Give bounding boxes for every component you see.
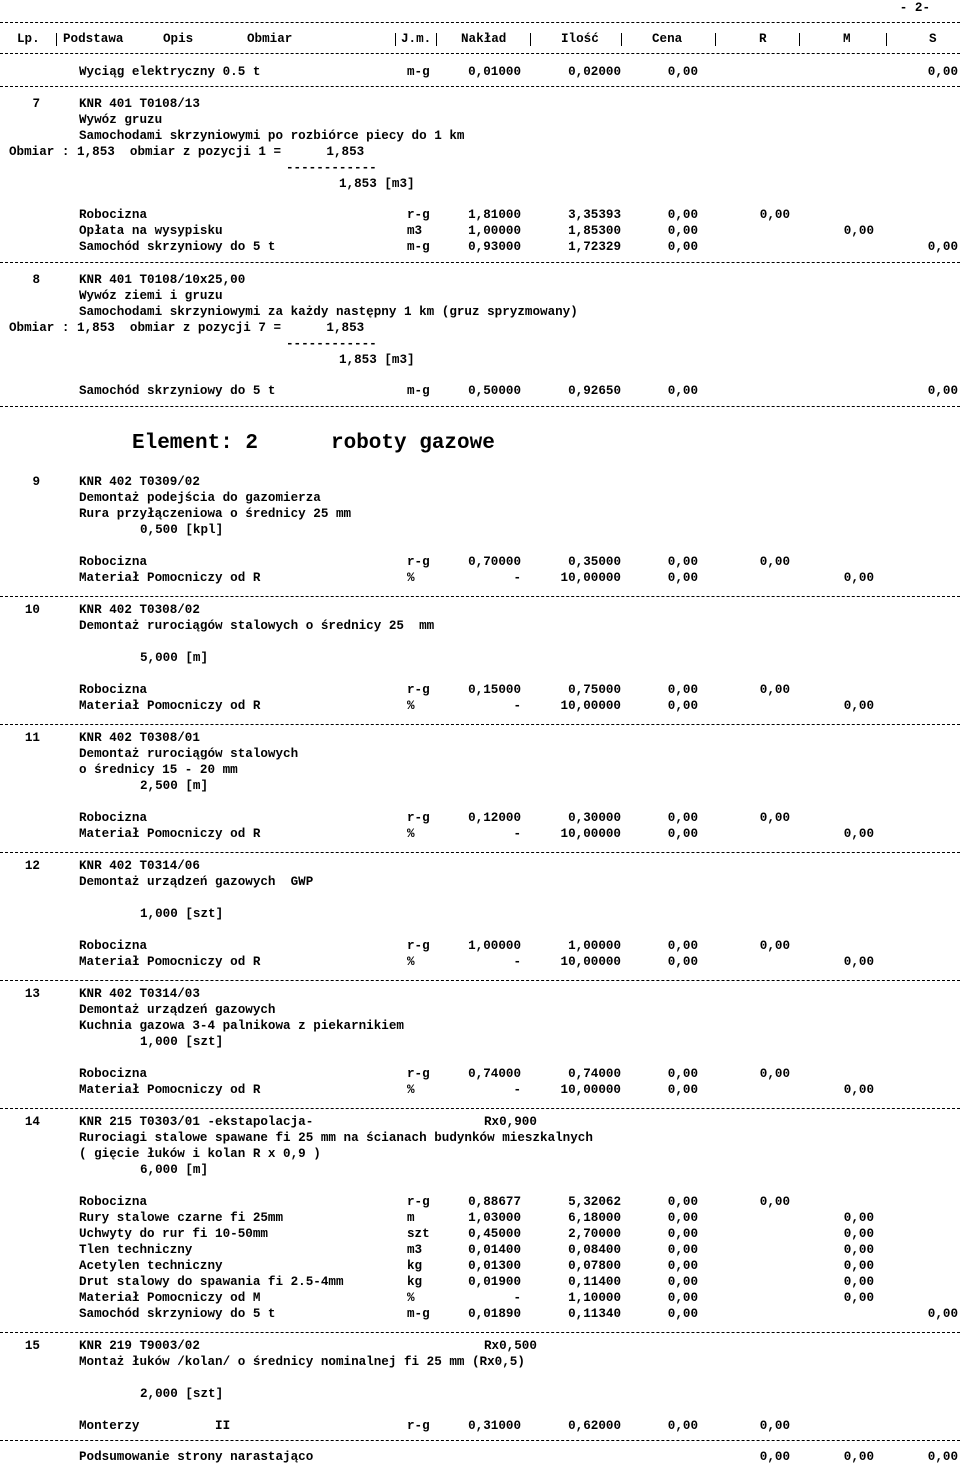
position-row xyxy=(0,96,960,112)
resource-naklad: 0,15000 xyxy=(468,683,521,697)
resource-ilosc: 5,32062 xyxy=(568,1195,621,1209)
separator-line xyxy=(0,1332,960,1333)
resource-name: Materiał Pomocniczy od R xyxy=(79,827,261,841)
resource-row xyxy=(0,554,960,570)
table-header xyxy=(0,31,960,47)
resource-name: Tlen techniczny xyxy=(79,1243,193,1257)
resource-name: Robocizna xyxy=(79,208,148,222)
resource-naklad: 1,03000 xyxy=(468,1211,521,1225)
resource-row xyxy=(0,698,960,714)
resource-naklad: - xyxy=(513,1291,521,1305)
resource-cena: 0,00 xyxy=(667,1083,698,1097)
resource-unit: r-g xyxy=(407,208,430,222)
resource-r: 0,00 xyxy=(759,208,790,222)
position-number: 10 xyxy=(24,603,40,617)
resource-cena: 0,00 xyxy=(667,811,698,825)
position-basis: KNR 402 T0309/02 xyxy=(79,475,200,489)
resource-cena: 0,00 xyxy=(667,1259,698,1273)
resource-row xyxy=(0,1066,960,1082)
description-line: Demontaż rurociągów stalowych o średnicy 25 mm xyxy=(79,619,435,633)
resource-s: 0,00 xyxy=(927,384,958,398)
quantity-row xyxy=(0,778,960,794)
sum-rule-row xyxy=(0,336,960,352)
resource-m: 0,00 xyxy=(843,224,874,238)
separator-line xyxy=(0,1440,960,1441)
quantity-row xyxy=(0,1034,960,1050)
sum-rule: ------------ xyxy=(286,161,377,175)
position-basis: KNR 402 T0308/01 xyxy=(79,731,200,745)
resource-unit: r-g xyxy=(407,1419,430,1433)
resource-unit: m-g xyxy=(407,384,430,398)
resource-cena: 0,00 xyxy=(667,955,698,969)
resource-m: 0,00 xyxy=(843,1227,874,1241)
resource-s: 0,00 xyxy=(927,240,958,254)
header-divider xyxy=(715,33,716,46)
position-number: 15 xyxy=(24,1339,40,1353)
resource-naklad: 0,12000 xyxy=(468,811,521,825)
resource-m: 0,00 xyxy=(843,571,874,585)
resource-name: Robocizna xyxy=(79,555,148,569)
resource-unit: r-g xyxy=(407,811,430,825)
position-description xyxy=(0,304,960,320)
resource-ilosc: 10,00000 xyxy=(560,1083,621,1097)
element-label: Element: 2 xyxy=(132,432,259,455)
description-line: Rurociagi stalowe spawane fi 25 mm na ścianach budynków mieszkalnych xyxy=(79,1131,593,1145)
resource-cena: 0,00 xyxy=(667,65,698,79)
resource-name: Monterzy II xyxy=(79,1419,231,1433)
resource-cena: 0,00 xyxy=(667,1307,698,1321)
resource-row xyxy=(0,1226,960,1242)
resource-naklad: 0,50000 xyxy=(468,384,521,398)
header-podstawa: Podstawa xyxy=(63,32,124,46)
resource-name: Samochód skrzyniowy do 5 t xyxy=(79,384,276,398)
position-quantity: 2,000 [szt] xyxy=(140,1387,224,1401)
resource-row xyxy=(0,1242,960,1258)
position-description xyxy=(0,746,960,762)
resource-s: 0,00 xyxy=(927,65,958,79)
resource-naklad: 0,01300 xyxy=(468,1259,521,1273)
resource-cena: 0,00 xyxy=(667,240,698,254)
header-opis: Opis xyxy=(163,32,194,46)
resource-ilosc: 0,11400 xyxy=(568,1275,621,1289)
position-number: 14 xyxy=(24,1115,40,1129)
description-line: ( gięcie łuków i kolan R x 0,9 ) xyxy=(79,1147,321,1161)
resource-cena: 0,00 xyxy=(667,1275,698,1289)
resource-unit: m-g xyxy=(407,240,430,254)
header-ilosc: Ilość xyxy=(561,32,599,46)
position-description xyxy=(0,762,960,778)
resource-naklad: - xyxy=(513,1083,521,1097)
resource-name: Samochód skrzyniowy do 5 t xyxy=(79,1307,276,1321)
resource-row xyxy=(0,1306,960,1322)
resource-unit: m-g xyxy=(407,65,430,79)
resource-ilosc: 0,92650 xyxy=(568,384,621,398)
resource-m: 0,00 xyxy=(843,1083,874,1097)
resource-unit: r-g xyxy=(407,1067,430,1081)
position-quantity: 0,500 [kpl] xyxy=(140,523,224,537)
resource-r: 0,00 xyxy=(759,1067,790,1081)
header-s: S xyxy=(929,32,937,46)
separator-line xyxy=(0,852,960,853)
position-row xyxy=(0,474,960,490)
resource-row xyxy=(0,383,960,399)
resource-m: 0,00 xyxy=(843,699,874,713)
position-quantity: 5,000 [m] xyxy=(140,651,209,665)
separator-line xyxy=(0,724,960,725)
description-line: Montaż łuków /kolan/ o średnicy nominalnej fi 25 mm (Rx0,5) xyxy=(79,1355,525,1369)
resource-cena: 0,00 xyxy=(667,571,698,585)
resource-ilosc: 1,72329 xyxy=(568,240,621,254)
resource-cena: 0,00 xyxy=(667,1067,698,1081)
separator-line xyxy=(0,980,960,981)
resource-ilosc: 1,00000 xyxy=(568,939,621,953)
summary-label: Podsumowanie strony narastająco xyxy=(79,1450,314,1464)
resource-naklad: 0,45000 xyxy=(468,1227,521,1241)
position-quantity: 1,000 [szt] xyxy=(140,1035,224,1049)
quantity-row xyxy=(0,906,960,922)
resource-unit: m3 xyxy=(407,224,423,238)
resource-name: Materiał Pomocniczy od M xyxy=(79,1291,261,1305)
description-line: Kuchnia gazowa 3-4 palnikowa z piekarnikiem xyxy=(79,1019,404,1033)
sum-rule-row xyxy=(0,160,960,176)
position-description xyxy=(0,288,960,304)
obmiar-row xyxy=(0,144,960,160)
position-number: 13 xyxy=(24,987,40,1001)
position-basis: KNR 401 T0108/13 xyxy=(79,97,200,111)
separator-line xyxy=(0,22,960,23)
resource-name: Wyciąg elektryczny 0.5 t xyxy=(79,65,261,79)
page-number xyxy=(0,0,960,16)
resource-name: Robocizna xyxy=(79,811,148,825)
position-row xyxy=(0,1338,960,1354)
resource-r: 0,00 xyxy=(759,1419,790,1433)
resource-name: Rury stalowe czarne fi 25mm xyxy=(79,1211,284,1225)
separator-line xyxy=(0,262,960,263)
position-factor: Rx0,900 xyxy=(484,1115,537,1129)
resource-naklad: 0,01400 xyxy=(468,1243,521,1257)
resource-m: 0,00 xyxy=(843,1275,874,1289)
resource-naklad: 0,01890 xyxy=(468,1307,521,1321)
separator-line xyxy=(0,596,960,597)
resource-m: 0,00 xyxy=(843,955,874,969)
position-factor: Rx0,500 xyxy=(484,1339,537,1353)
description-line: Wywóz ziemi i gruzu xyxy=(79,289,223,303)
position-number: 12 xyxy=(24,859,40,873)
position-number: 9 xyxy=(32,475,40,489)
description-line: Demontaż podejścia do gazomierza xyxy=(79,491,321,505)
resource-cena: 0,00 xyxy=(667,1419,698,1433)
quantity-row xyxy=(0,650,960,666)
obmiar-row xyxy=(0,320,960,336)
resource-naklad: 0,93000 xyxy=(468,240,521,254)
resource-unit: kg xyxy=(407,1259,423,1273)
position-description xyxy=(0,1354,960,1370)
resource-naklad: 1,00000 xyxy=(468,939,521,953)
resource-row xyxy=(0,954,960,970)
description-line: Samochodami skrzyniowymi po rozbiórce piecy do 1 km xyxy=(79,129,465,143)
description-line: o średnicy 15 - 20 mm xyxy=(79,763,238,777)
header-naklad: Nakład xyxy=(461,32,507,46)
resource-row xyxy=(0,1258,960,1274)
obmiar-text: Obmiar : 1,853 obmiar z pozycji 1 = 1,853 xyxy=(9,145,365,159)
resource-ilosc: 10,00000 xyxy=(560,571,621,585)
summary-r: 0,00 xyxy=(759,1450,790,1464)
resource-unit: % xyxy=(407,571,415,585)
resource-row xyxy=(0,826,960,842)
resource-cena: 0,00 xyxy=(667,1291,698,1305)
resource-name: Samochód skrzyniowy do 5 t xyxy=(79,240,276,254)
position-description xyxy=(0,1002,960,1018)
quantity-row xyxy=(0,1386,960,1402)
header-r: R xyxy=(759,32,767,46)
resource-cena: 0,00 xyxy=(667,208,698,222)
header-divider xyxy=(886,33,887,46)
description-line: Rura przyłączeniowa o średnicy 25 mm xyxy=(79,507,352,521)
separator-line xyxy=(0,86,960,87)
resource-ilosc: 10,00000 xyxy=(560,955,621,969)
resource-row xyxy=(0,1274,960,1290)
position-basis: KNR 219 T9003/02 xyxy=(79,1339,200,1353)
resource-ilosc: 1,85300 xyxy=(568,224,621,238)
sum-rule: ------------ xyxy=(286,337,377,351)
separator-line xyxy=(0,406,960,407)
resource-unit: % xyxy=(407,955,415,969)
position-description xyxy=(0,890,960,906)
resource-unit: % xyxy=(407,827,415,841)
quantity-row xyxy=(0,176,960,192)
resource-row xyxy=(0,1418,960,1434)
resource-row xyxy=(0,223,960,239)
header-divider xyxy=(621,33,622,46)
resource-ilosc: 10,00000 xyxy=(560,699,621,713)
resource-name: Uchwyty do rur fi 10-50mm xyxy=(79,1227,268,1241)
position-description xyxy=(0,618,960,634)
position-description xyxy=(0,1146,960,1162)
resource-r: 0,00 xyxy=(759,683,790,697)
resource-unit: m-g xyxy=(407,1307,430,1321)
description-line: Demontaż urządzeń gazowych GWP xyxy=(79,875,314,889)
header-m: M xyxy=(843,32,851,46)
resource-naklad: 0,01900 xyxy=(468,1275,521,1289)
resource-row xyxy=(0,207,960,223)
resource-naklad: 0,31000 xyxy=(468,1419,521,1433)
resource-unit: r-g xyxy=(407,1195,430,1209)
resource-naklad: 1,00000 xyxy=(468,224,521,238)
resource-name: Robocizna xyxy=(79,1195,148,1209)
position-number: 11 xyxy=(24,731,40,745)
resource-unit: szt xyxy=(407,1227,430,1241)
resource-row xyxy=(0,1210,960,1226)
resource-ilosc: 3,35393 xyxy=(568,208,621,222)
description-line: Samochodami skrzyniowymi za każdy następny 1 km (gruz spryzmowany) xyxy=(79,305,578,319)
resource-ilosc: 0,35000 xyxy=(568,555,621,569)
header-lp: Lp. xyxy=(17,32,40,46)
resource-naklad: - xyxy=(513,955,521,969)
resource-row xyxy=(0,810,960,826)
position-description xyxy=(0,506,960,522)
quantity-row xyxy=(0,1162,960,1178)
quantity-row xyxy=(0,352,960,368)
resource-unit: % xyxy=(407,699,415,713)
resource-name: Materiał Pomocniczy od R xyxy=(79,955,261,969)
resource-naklad: 0,01000 xyxy=(468,65,521,79)
header-divider xyxy=(395,33,396,46)
header-divider xyxy=(436,33,437,46)
position-number: 7 xyxy=(32,97,40,111)
header-obmiar: Obmiar xyxy=(247,32,293,46)
position-description xyxy=(0,1370,960,1386)
resource-cena: 0,00 xyxy=(667,1195,698,1209)
resource-m: 0,00 xyxy=(843,827,874,841)
resource-ilosc: 1,10000 xyxy=(568,1291,621,1305)
resource-row xyxy=(0,1290,960,1306)
position-description xyxy=(0,874,960,890)
resource-naklad: - xyxy=(513,827,521,841)
resource-r: 0,00 xyxy=(759,1195,790,1209)
resource-cena: 0,00 xyxy=(667,384,698,398)
position-quantity: 1,853 [m3] xyxy=(339,353,415,367)
resource-r: 0,00 xyxy=(759,939,790,953)
resource-ilosc: 0,08400 xyxy=(568,1243,621,1257)
resource-row xyxy=(0,682,960,698)
resource-cena: 0,00 xyxy=(667,683,698,697)
resource-name: Materiał Pomocniczy od R xyxy=(79,699,261,713)
resource-ilosc: 0,11340 xyxy=(568,1307,621,1321)
resource-cena: 0,00 xyxy=(667,1227,698,1241)
position-row xyxy=(0,986,960,1002)
position-number: 8 xyxy=(32,273,40,287)
resource-s: 0,00 xyxy=(927,1307,958,1321)
resource-ilosc: 0,02000 xyxy=(568,65,621,79)
header-jm: J.m. xyxy=(401,32,432,46)
description-line: Wywóz gruzu xyxy=(79,113,163,127)
resource-r: 0,00 xyxy=(759,811,790,825)
resource-unit: kg xyxy=(407,1275,423,1289)
resource-ilosc: 10,00000 xyxy=(560,827,621,841)
position-quantity: 1,853 [m3] xyxy=(339,177,415,191)
position-quantity: 1,000 [szt] xyxy=(140,907,224,921)
position-basis: KNR 402 T0314/06 xyxy=(79,859,200,873)
resource-unit: % xyxy=(407,1083,415,1097)
resource-m: 0,00 xyxy=(843,1243,874,1257)
position-description xyxy=(0,634,960,650)
resource-name: Robocizna xyxy=(79,939,148,953)
obmiar-text: Obmiar : 1,853 obmiar z pozycji 7 = 1,853 xyxy=(9,321,365,335)
quantity-row xyxy=(0,522,960,538)
resource-name: Materiał Pomocniczy od R xyxy=(79,571,261,585)
resource-ilosc: 0,07800 xyxy=(568,1259,621,1273)
position-quantity: 2,500 [m] xyxy=(140,779,209,793)
description-line: Demontaż rurociągów stalowych xyxy=(79,747,299,761)
summary-m: 0,00 xyxy=(843,1450,874,1464)
resource-name: Materiał Pomocniczy od R xyxy=(79,1083,261,1097)
resource-ilosc: 0,75000 xyxy=(568,683,621,697)
resource-cena: 0,00 xyxy=(667,827,698,841)
position-basis: KNR 401 T0108/10x25,00 xyxy=(79,273,246,287)
position-quantity: 6,000 [m] xyxy=(140,1163,209,1177)
resource-r: 0,00 xyxy=(759,555,790,569)
resource-row xyxy=(0,1194,960,1210)
resource-row xyxy=(0,1082,960,1098)
resource-naklad: - xyxy=(513,571,521,585)
resource-naklad: 0,74000 xyxy=(468,1067,521,1081)
resource-naklad: 1,81000 xyxy=(468,208,521,222)
resource-cena: 0,00 xyxy=(667,699,698,713)
position-row xyxy=(0,602,960,618)
position-row xyxy=(0,858,960,874)
resource-row xyxy=(0,239,960,255)
page-summary-row xyxy=(0,1449,960,1465)
resource-name: Acetylen techniczny xyxy=(79,1259,223,1273)
resource-cena: 0,00 xyxy=(667,555,698,569)
resource-unit: r-g xyxy=(407,555,430,569)
position-basis: KNR 402 T0314/03 xyxy=(79,987,200,1001)
position-description xyxy=(0,490,960,506)
header-divider xyxy=(530,33,531,46)
position-basis: KNR 402 T0308/02 xyxy=(79,603,200,617)
position-row xyxy=(0,272,960,288)
resource-ilosc: 2,70000 xyxy=(568,1227,621,1241)
resource-naklad: - xyxy=(513,699,521,713)
element-name: roboty gazowe xyxy=(331,432,495,455)
position-row xyxy=(0,730,960,746)
resource-ilosc: 0,30000 xyxy=(568,811,621,825)
summary-s: 0,00 xyxy=(927,1450,958,1464)
position-description xyxy=(0,112,960,128)
resource-ilosc: 0,62000 xyxy=(568,1419,621,1433)
resource-name: Opłata na wysypisku xyxy=(79,224,223,238)
position-description xyxy=(0,1130,960,1146)
resource-name: Robocizna xyxy=(79,683,148,697)
resource-m: 0,00 xyxy=(843,1211,874,1225)
description-line: Demontaż urządzeń gazowych xyxy=(79,1003,276,1017)
position-row xyxy=(0,1114,960,1130)
resource-cena: 0,00 xyxy=(667,1211,698,1225)
carryover-row xyxy=(0,64,960,80)
resource-cena: 0,00 xyxy=(667,1243,698,1257)
resource-ilosc: 6,18000 xyxy=(568,1211,621,1225)
header-cena: Cena xyxy=(652,32,683,46)
position-basis: KNR 215 T0303/01 -ekstapolacja- xyxy=(79,1115,314,1129)
resource-row xyxy=(0,938,960,954)
resource-ilosc: 0,74000 xyxy=(568,1067,621,1081)
header-divider xyxy=(56,33,57,46)
resource-name: Robocizna xyxy=(79,1067,148,1081)
resource-row xyxy=(0,570,960,586)
separator-line xyxy=(0,1108,960,1109)
resource-m: 0,00 xyxy=(843,1259,874,1273)
resource-naklad: 0,88677 xyxy=(468,1195,521,1209)
resource-unit: m xyxy=(407,1211,415,1225)
resource-unit: % xyxy=(407,1291,415,1305)
resource-name: Drut stalowy do spawania fi 2.5-4mm xyxy=(79,1275,344,1289)
position-description xyxy=(0,128,960,144)
position-description xyxy=(0,1018,960,1034)
resource-m: 0,00 xyxy=(843,1291,874,1305)
resource-unit: r-g xyxy=(407,939,430,953)
separator-line xyxy=(0,53,960,54)
resource-naklad: 0,70000 xyxy=(468,555,521,569)
resource-cena: 0,00 xyxy=(667,224,698,238)
resource-cena: 0,00 xyxy=(667,939,698,953)
resource-unit: r-g xyxy=(407,683,430,697)
resource-unit: m3 xyxy=(407,1243,423,1257)
page-number-text: - 2- xyxy=(899,1,930,15)
header-divider xyxy=(799,33,800,46)
